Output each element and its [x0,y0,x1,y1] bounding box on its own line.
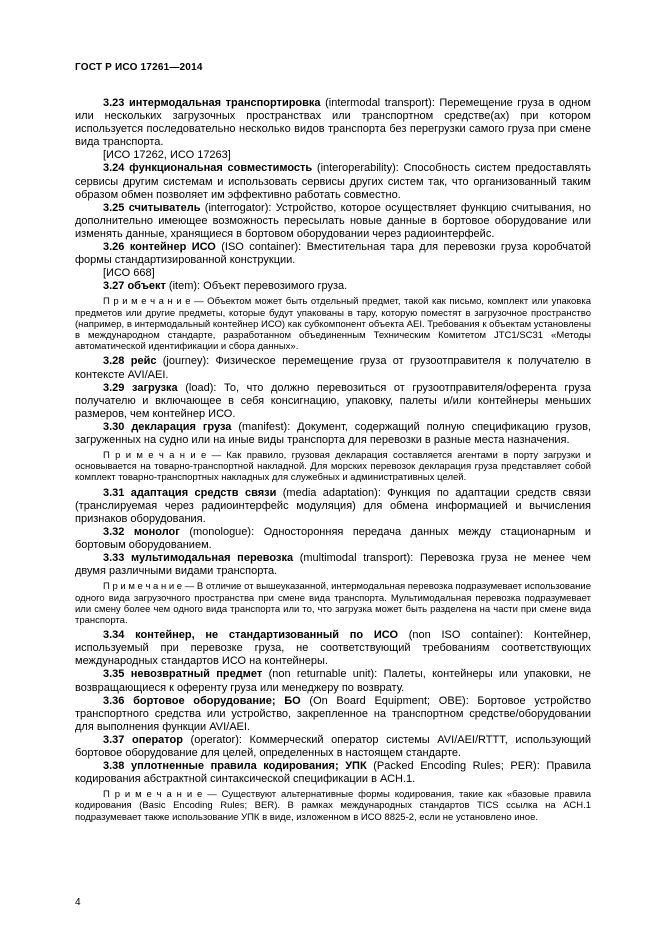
term-heading: 3.23 интермодальная транспортировка [103,97,321,109]
note-text: П р и м е ч а н и е — Как правило, грузовая декларация составляется агентами в порту загрузки и основывается на товарно-транспортной накладной. Для морских перевозок декларация груза представляет собой комплект товарно-транспортных накладных для служебных и административных целей. [75,450,591,484]
page-number: 4 [75,897,81,908]
term-heading: 3.27 объект [103,280,166,293]
paragraph-text: (journey): Физическое перемещение груза от грузоотправителя к получателю в контексте AVI/AEI. [75,355,591,381]
term-paragraph [75,760,591,786]
term-paragraph [75,97,591,149]
paragraph-text: (media adaptation): Функция по адаптации средств связи (транслируемая через радиоинтерфейс модуляция) для обмена информацией и вычисления признаков оборудования. [75,486,591,525]
term-heading: 3.32 монолог [103,525,180,538]
term-paragraph [75,280,591,293]
paragraph-text: [ИСО 17262, ИСО 17263] [103,149,231,162]
paragraph-text: (ISO container): Вместительная тара для перевозки груза коробчатой формы стандартизированной конструкции. [75,241,591,267]
term-paragraph [75,629,591,668]
note-text: П р и м е ч а н и е — Существуют альтернативные формы кодирования, такие как «базовые правила кодирования (Basic Encoding Rules; BER). В рамках международных стандартов TICS ссылка на АСН.1 подразумевает также использование УПК в виде, изложенном в ИСО 8825-2, если не установлено иное. [75,789,591,823]
term-paragraph [75,734,591,760]
term-paragraph [75,552,591,578]
note-paragraph [75,296,591,352]
term-heading: 3.30 декларация груза [103,420,232,433]
paragraph-text: (intermodal transport): Перемещение груза в одном или нескольких загрузочных пространствах или транспортном средстве(ах) при котором используется последовательно несколько видов транспорта без перегрузки самого груза при смене вида транспорта. [75,97,591,149]
paragraph-text: (Packed Encoding Rules; PER): Правила кодирования абстрактной синтаксической спецификации в АСН.1. [75,760,592,786]
reference-line [75,267,591,280]
term-heading: 3.33 мультимодальная перевозка [103,552,294,565]
paragraph-text: (item): Объект перевозимого груза. [165,280,348,293]
term-heading: 3.37 оператор [103,733,183,746]
term-paragraph [75,526,591,552]
paragraph-text: (On Board Equipment; OBE): Бортовое устройство транспортного средства или устройство, закрепленное на транспортном средстве/оборудовании для выполнения функции AVI/AEI. [75,694,591,733]
term-paragraph [75,162,591,201]
term-paragraph [75,487,591,526]
note-paragraph [75,581,591,626]
paragraph-text: (interoperability): Способность систем предоставлять сервисы другим системам и использовать сервисы других систем так, что организованный таким образом обмен позволяет им эффективно работать совместно. [75,162,591,201]
paragraph-text: [ИСО 668] [103,267,155,280]
term-heading: 3.28 рейс [103,355,157,368]
term-paragraph [75,668,591,694]
paragraph-text: (multimodal transport): Перевозка груза не менее чем двумя различными видами транспорта. [75,552,591,578]
term-paragraph [75,382,591,421]
term-heading: 3.25 считыватель [103,201,201,214]
term-heading: 3.38 уплотненные правила кодирования; УПК [103,760,367,773]
term-heading: 3.34 контейнер, не стандартизованный по ИСО [103,629,398,642]
paragraph-text: (non returnable unit): Палеты, контейнеры или упаковки, не возвращающиеся к оференту груза или менеджеру по возврату. [75,668,591,694]
term-heading: 3.31 адаптация средств связи [103,486,277,499]
term-paragraph [75,202,591,241]
paragraph-text: (load): То, что должно перевозиться от грузоотправителя/оферента груза получателю и включающее в себя консигнацию, упаковку, палеты и/или контейнеры меньших размеров, чем контейнер ИСО. [75,381,592,420]
paragraph-text: (interrogator): Устройство, которое осуществляет функцию считывания, но дополнительно имеющее возможность пересылать новые данные в бортовое оборудование или изменять данные, хранящиеся в бортовом оборудовании через радиоинтерфейс. [75,201,591,240]
paragraph-text: (operator): Коммерческий оператор системы AVI/AEI/RTTT, использующий бортовое оборудование для целей, определенных в настоящем стандарте. [75,733,591,759]
term-paragraph [75,421,591,447]
note-text: П р и м е ч а н и е — В отличие от вышеуказанной, интермодальная перевозка подразумевает использование одного вида загрузочного пространства при смене вида транспорта. Мультимодальная перевозка подразумевает или смену более чем одного вида транспорта или то, что загрузка может быть разделена на части при смене вида транспорта. [75,581,591,626]
term-heading: 3.35 невозвратный предмет [103,668,263,681]
paragraph-text: (non ISO container): Контейнер, используемый при перевозке груза, не соответствующий требованиям соответствующих международных стандартов ИСО на контейнеры. [75,629,591,668]
reference-line [75,149,591,162]
note-paragraph [75,789,591,823]
term-paragraph [75,695,591,734]
term-heading: 3.24 функциональная совместимость [103,162,313,175]
term-heading: 3.29 загрузка [103,381,178,394]
document-header: ГОСТ Р ИСО 17261—2014 [75,62,203,73]
term-paragraph [75,355,591,381]
note-paragraph [75,450,591,484]
document-body [75,97,591,823]
paragraph-text: (manifest): Документ, содержащий полную спецификацию грузов, загруженных на судно или на иные виды транспорта для перевозки в разные места назначения. [75,420,592,446]
note-text: П р и м е ч а н и е — Объектом может быть отдельный предмет, такой как письмо, комплект или упаковка предметов или другие предметы, которые будут упакованы в тару, которую поместят в загрузочное пространство (например, в интермодальный контейнер ИСО) как субкомпонент объекта AEI. Требования к объектам установлены в международном стандарте, разработанном объединенным Техническим Комитетом JTC1/SC31 «Методы автоматической идентификации и сбора данных». [75,296,591,353]
paragraph-text: (monologue): Односторонняя передача данных между стационарным и бортовым оборудованием. [75,525,591,552]
term-paragraph [75,241,591,267]
term-heading: 3.36 бортовое оборудование; БО [103,694,301,707]
term-heading: 3.26 контейнер ИСО [103,241,216,254]
